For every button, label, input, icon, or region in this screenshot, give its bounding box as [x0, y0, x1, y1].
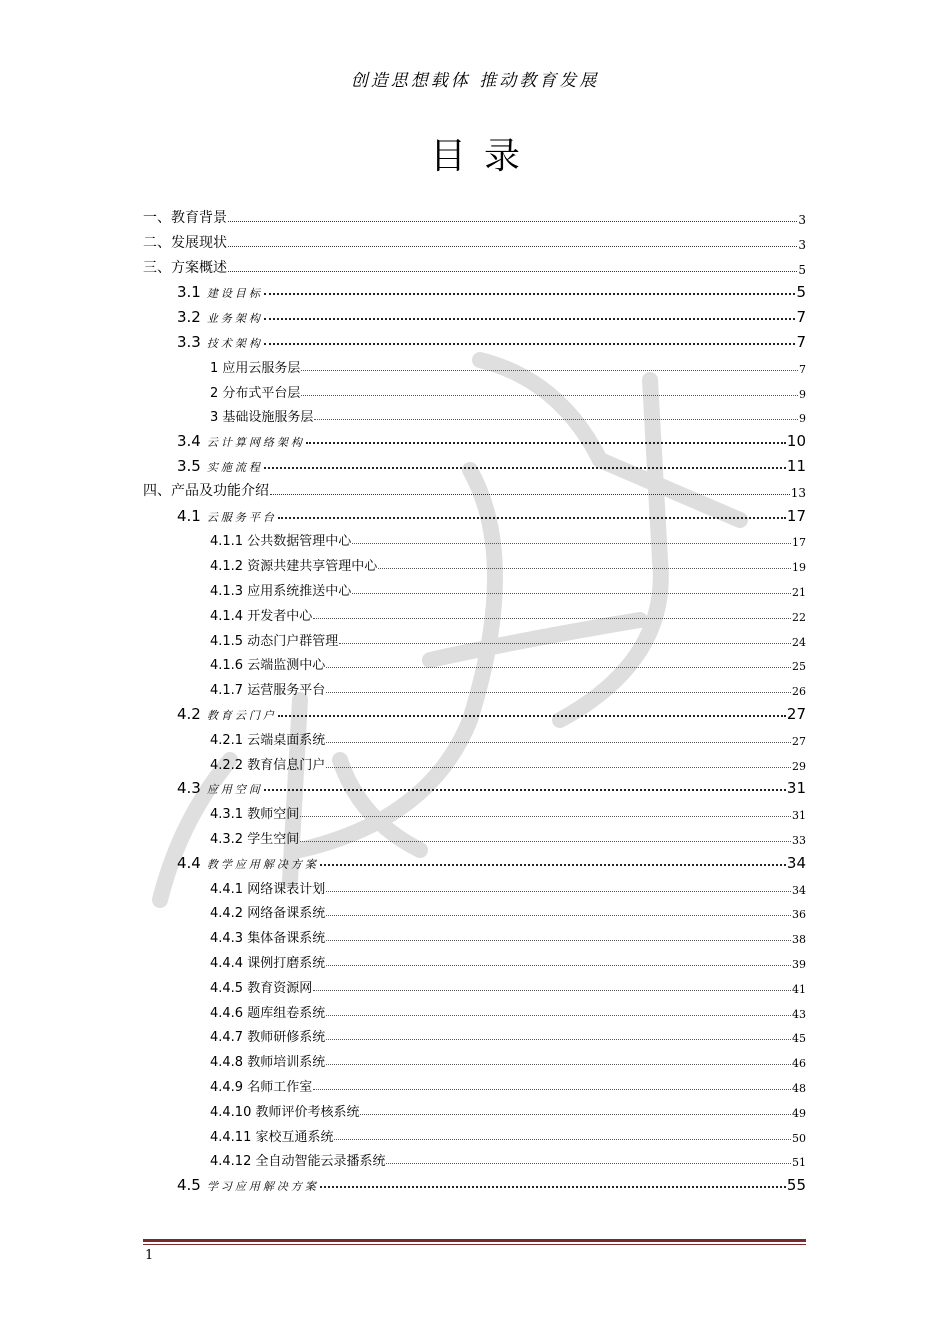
toc-entry[interactable] [143, 476, 806, 500]
toc-entry-label: 4.3.1 教师空间 [210, 807, 300, 823]
toc-entry[interactable] [210, 377, 806, 401]
toc-entry-label: 四、产品及功能介绍 [143, 482, 269, 499]
toc-entry-label: 4.4.10 教师评价考核系统 [210, 1104, 360, 1120]
toc-entry[interactable] [210, 798, 806, 822]
toc-entry-page: 48 [792, 1082, 806, 1095]
toc-leader-dots [326, 1039, 791, 1040]
toc-leader-dots [326, 767, 791, 768]
toc-entry-number: 3.5 [177, 457, 201, 475]
toc-leader-dots [352, 593, 791, 594]
toc-entry[interactable] [210, 749, 806, 773]
toc-entry-text: 云服务平台 [206, 510, 277, 524]
toc-entry[interactable] [210, 972, 806, 996]
toc-entry-page: 50 [792, 1131, 806, 1145]
toc-entry-page: 27 [792, 734, 806, 748]
toc-entry-label: 4.4.2 网络备课系统 [210, 906, 326, 922]
toc-leader-dots [228, 246, 797, 247]
toc-entry-page: 21 [792, 586, 806, 599]
toc-entry-page: 19 [792, 561, 806, 575]
toc-leader-dots [228, 271, 797, 272]
toc-entry-number: 4.5 [177, 1176, 201, 1195]
toc-entry[interactable] [177, 773, 806, 797]
toc-entry[interactable] [210, 823, 806, 847]
toc-entry-label: 4.4.6 题库组卷系统 [210, 1005, 326, 1021]
toc-leader-dots [326, 1015, 791, 1016]
toc-entry-label: 4.3.2 学生空间 [210, 832, 300, 847]
toc-entry-number: 3.2 [177, 308, 201, 327]
toc-entry-label [177, 779, 263, 797]
page-number: 1 [145, 1248, 154, 1263]
toc-entry-text: 应用空间 [206, 783, 263, 797]
toc-entry[interactable] [177, 451, 806, 475]
toc-entry-label [177, 705, 277, 723]
toc-entry-label [177, 507, 277, 525]
toc-entry-label: 4.1.6 云端监测中心 [210, 658, 326, 674]
toc-entry-page: 3 [798, 213, 806, 227]
toc-entry-page: 13 [790, 485, 806, 500]
toc-leader-dots [339, 643, 791, 644]
toc-entry-label [177, 457, 263, 475]
toc-entry[interactable] [210, 897, 806, 921]
toc-entry-label: 4.1.7 运营服务平台 [210, 683, 326, 699]
toc-entry[interactable] [210, 873, 806, 897]
toc-leader-dots [301, 395, 798, 396]
toc-entry[interactable] [210, 575, 806, 599]
toc-entry-label: 一、教育背景 [143, 210, 227, 226]
toc-leader-dots [300, 841, 791, 842]
toc-entry[interactable] [177, 1170, 806, 1194]
toc-entry-page: 7 [796, 308, 806, 327]
toc-entry-text: 教育云门户 [206, 709, 277, 722]
toc-entry-label: 4.4.8 教师培训系统 [210, 1055, 326, 1071]
toc-leader-dots [300, 816, 791, 817]
toc-leader-dots [313, 618, 791, 619]
toc-entry-number: 3.4 [177, 432, 201, 451]
toc-entry-page: 27 [786, 705, 806, 723]
toc-entry[interactable] [210, 997, 806, 1021]
toc-entry[interactable] [177, 848, 806, 872]
toc-entry[interactable] [177, 699, 806, 723]
toc-entry-page: 43 [792, 1007, 806, 1021]
toc-entry[interactable] [210, 1145, 806, 1169]
toc-leader-dots [326, 1064, 791, 1065]
toc-entry-label [177, 283, 263, 301]
toc-entry-label [177, 308, 263, 326]
toc-entry[interactable] [210, 600, 806, 624]
toc-entry-page: 41 [792, 982, 806, 996]
toc-leader-dots [326, 692, 791, 693]
toc-entry[interactable] [177, 327, 806, 351]
toc-leader-dots [270, 494, 790, 495]
toc-entry-text: 实施流程 [206, 461, 263, 474]
toc-entry-page: 7 [799, 362, 806, 376]
toc-entry-page: 49 [792, 1106, 806, 1120]
toc-entry-label: 4.1.4 开发者中心 [210, 608, 313, 624]
toc-leader-dots [326, 940, 791, 941]
toc-entry-number: 3.1 [177, 283, 201, 302]
toc-entry-label [177, 854, 319, 872]
toc-leader-dots [360, 1114, 791, 1115]
toc-entry-page: 38 [792, 933, 806, 947]
toc-entry-page: 34 [786, 853, 806, 872]
toc-entry[interactable] [210, 1096, 806, 1120]
toc-leader-dots [386, 1163, 791, 1164]
toc-entry-page: 31 [792, 809, 806, 823]
toc-entry-label: 4.1.2 资源共建共享管理中心 [210, 559, 378, 575]
toc-entry[interactable] [210, 525, 806, 549]
toc-entry[interactable] [177, 277, 806, 301]
toc-leader-dots [326, 742, 791, 743]
toc-leader-dots [264, 789, 786, 791]
toc-entry[interactable] [210, 724, 806, 748]
toc-entry[interactable] [210, 674, 806, 698]
toc-entry[interactable] [210, 1071, 806, 1095]
toc-entry-label: 4.4.3 集体备课系统 [210, 931, 326, 947]
toc-entry-label: 2 分布式平台层 [210, 385, 301, 401]
toc-entry[interactable] [210, 625, 806, 649]
toc-entry-number: 4.3 [177, 779, 201, 798]
toc-entry-number: 4.4 [177, 853, 201, 872]
toc-entry-label: 4.1.1 公共数据管理中心 [210, 534, 352, 550]
toc-entry-text: 技术架构 [206, 337, 263, 350]
toc-entry[interactable] [210, 1021, 806, 1045]
toc-entry[interactable] [210, 352, 806, 376]
toc-leader-dots [313, 1089, 791, 1090]
toc-entry[interactable] [143, 253, 806, 277]
toc-entry[interactable] [210, 1046, 806, 1070]
toc-leader-dots [352, 543, 791, 544]
toc-leader-dots [301, 370, 798, 371]
toc-entry-label: 4.4.5 教育资源网 [210, 980, 313, 996]
toc-entry-number: 3.3 [177, 333, 201, 351]
toc-entry-label: 二、发展现状 [143, 234, 227, 251]
toc-leader-dots [326, 891, 791, 892]
toc-entry-label [177, 432, 305, 450]
toc-entry-label: 4.4.9 名师工作室 [210, 1080, 313, 1095]
toc-entry-page: 29 [792, 759, 806, 773]
toc-entry-label: 4.1.5 动态门户群管理 [210, 633, 339, 649]
toc-leader-dots [264, 293, 796, 295]
toc-entry-label: 4.1.3 应用系统推送中心 [210, 584, 352, 599]
toc-entry-page: 26 [792, 685, 806, 699]
toc-entry[interactable] [143, 228, 806, 252]
toc-entry-page: 17 [786, 506, 806, 525]
toc-entry-number: 4.2 [177, 705, 201, 723]
toc-leader-dots [320, 1186, 786, 1188]
toc-leader-dots [326, 667, 791, 668]
toc-leader-dots [326, 965, 791, 966]
toc-entry-page: 45 [792, 1032, 806, 1046]
toc-entry[interactable] [210, 649, 806, 673]
toc-entry-label: 4.2.2 教育信息门户 [210, 757, 326, 773]
toc-entry-page: 51 [792, 1156, 806, 1170]
toc-leader-dots [264, 467, 786, 469]
toc-entry-text: 建设目标 [206, 287, 263, 301]
toc-entry[interactable] [210, 947, 806, 971]
toc-entry-label: 4.4.11 家校互通系统 [210, 1129, 334, 1145]
toc-entry-text: 学习应用解决方案 [206, 1180, 319, 1194]
toc-entry[interactable] [177, 501, 806, 525]
toc-entry-text: 业务架构 [206, 312, 263, 326]
toc-entry-page: 10 [786, 432, 806, 451]
toc-entry-page: 22 [792, 610, 806, 624]
toc-leader-dots [326, 915, 791, 916]
toc-leader-dots [314, 419, 798, 420]
toc-entry-page: 46 [792, 1057, 806, 1071]
toc-leader-dots [228, 221, 797, 222]
toc-entry-page: 7 [796, 333, 806, 351]
toc-entry-page: 33 [792, 834, 806, 847]
toc-leader-dots [378, 568, 791, 569]
toc-entry-page: 34 [792, 883, 806, 897]
toc-entry-page: 39 [792, 958, 806, 971]
toc-title: 目录 [429, 136, 538, 177]
toc-entry-page: 36 [792, 908, 806, 922]
toc-entry-label: 4.4.4 课例打磨系统 [210, 956, 326, 971]
toc-entry-label: 4.4.12 全自动智能云录播系统 [210, 1154, 386, 1170]
toc-entry-page: 55 [786, 1176, 806, 1195]
toc-entry-label: 4.4.1 网络课表计划 [210, 881, 326, 897]
toc-entry[interactable] [210, 401, 806, 425]
toc-entry-label: 4.4.7 教师研修系统 [210, 1030, 326, 1046]
footer-rule [143, 1239, 806, 1242]
toc-entry-page: 25 [792, 660, 806, 674]
toc-entry-page: 5 [798, 262, 806, 277]
toc-leader-dots [264, 343, 796, 345]
toc-entry[interactable] [210, 1121, 806, 1145]
toc-entry-page: 31 [786, 779, 806, 798]
toc-entry-label: 1 应用云服务层 [210, 360, 301, 376]
toc-entry-page: 17 [792, 536, 806, 550]
toc-entry[interactable] [177, 302, 806, 326]
toc-entry-page: 9 [799, 412, 806, 426]
toc-entry-text: 教学应用解决方案 [206, 857, 319, 871]
toc-entry[interactable] [177, 426, 806, 450]
toc-entry[interactable] [210, 550, 806, 574]
toc-leader-dots [306, 442, 786, 444]
toc-entry-label: 三、方案概述 [143, 259, 227, 276]
toc-leader-dots [264, 318, 796, 320]
toc-leader-dots [320, 864, 786, 866]
toc-entry[interactable] [210, 922, 806, 946]
footer-rule-thin [143, 1244, 806, 1245]
toc-entry[interactable] [143, 203, 806, 227]
toc-entry-page: 3 [798, 237, 806, 252]
toc-entry-page: 9 [799, 387, 806, 401]
toc-entry-page: 24 [792, 635, 806, 649]
toc-entry-label: 3 基础设施服务层 [210, 410, 314, 426]
toc-leader-dots [313, 990, 791, 991]
toc-leader-dots [278, 517, 786, 519]
toc-entry-number: 4.1 [177, 506, 201, 525]
toc-entry-label [177, 333, 263, 351]
toc-entry-page: 5 [796, 283, 806, 302]
toc-entry-text: 云计算网络架构 [206, 436, 305, 450]
toc-entry-label: 4.2.1 云端桌面系统 [210, 732, 326, 748]
toc-entry-page: 11 [786, 457, 806, 475]
running-header: 创造思想载体 推动教育发展 [350, 71, 600, 91]
toc-leader-dots [334, 1139, 791, 1140]
toc-leader-dots [278, 715, 786, 717]
toc-entry-label [177, 1176, 319, 1194]
